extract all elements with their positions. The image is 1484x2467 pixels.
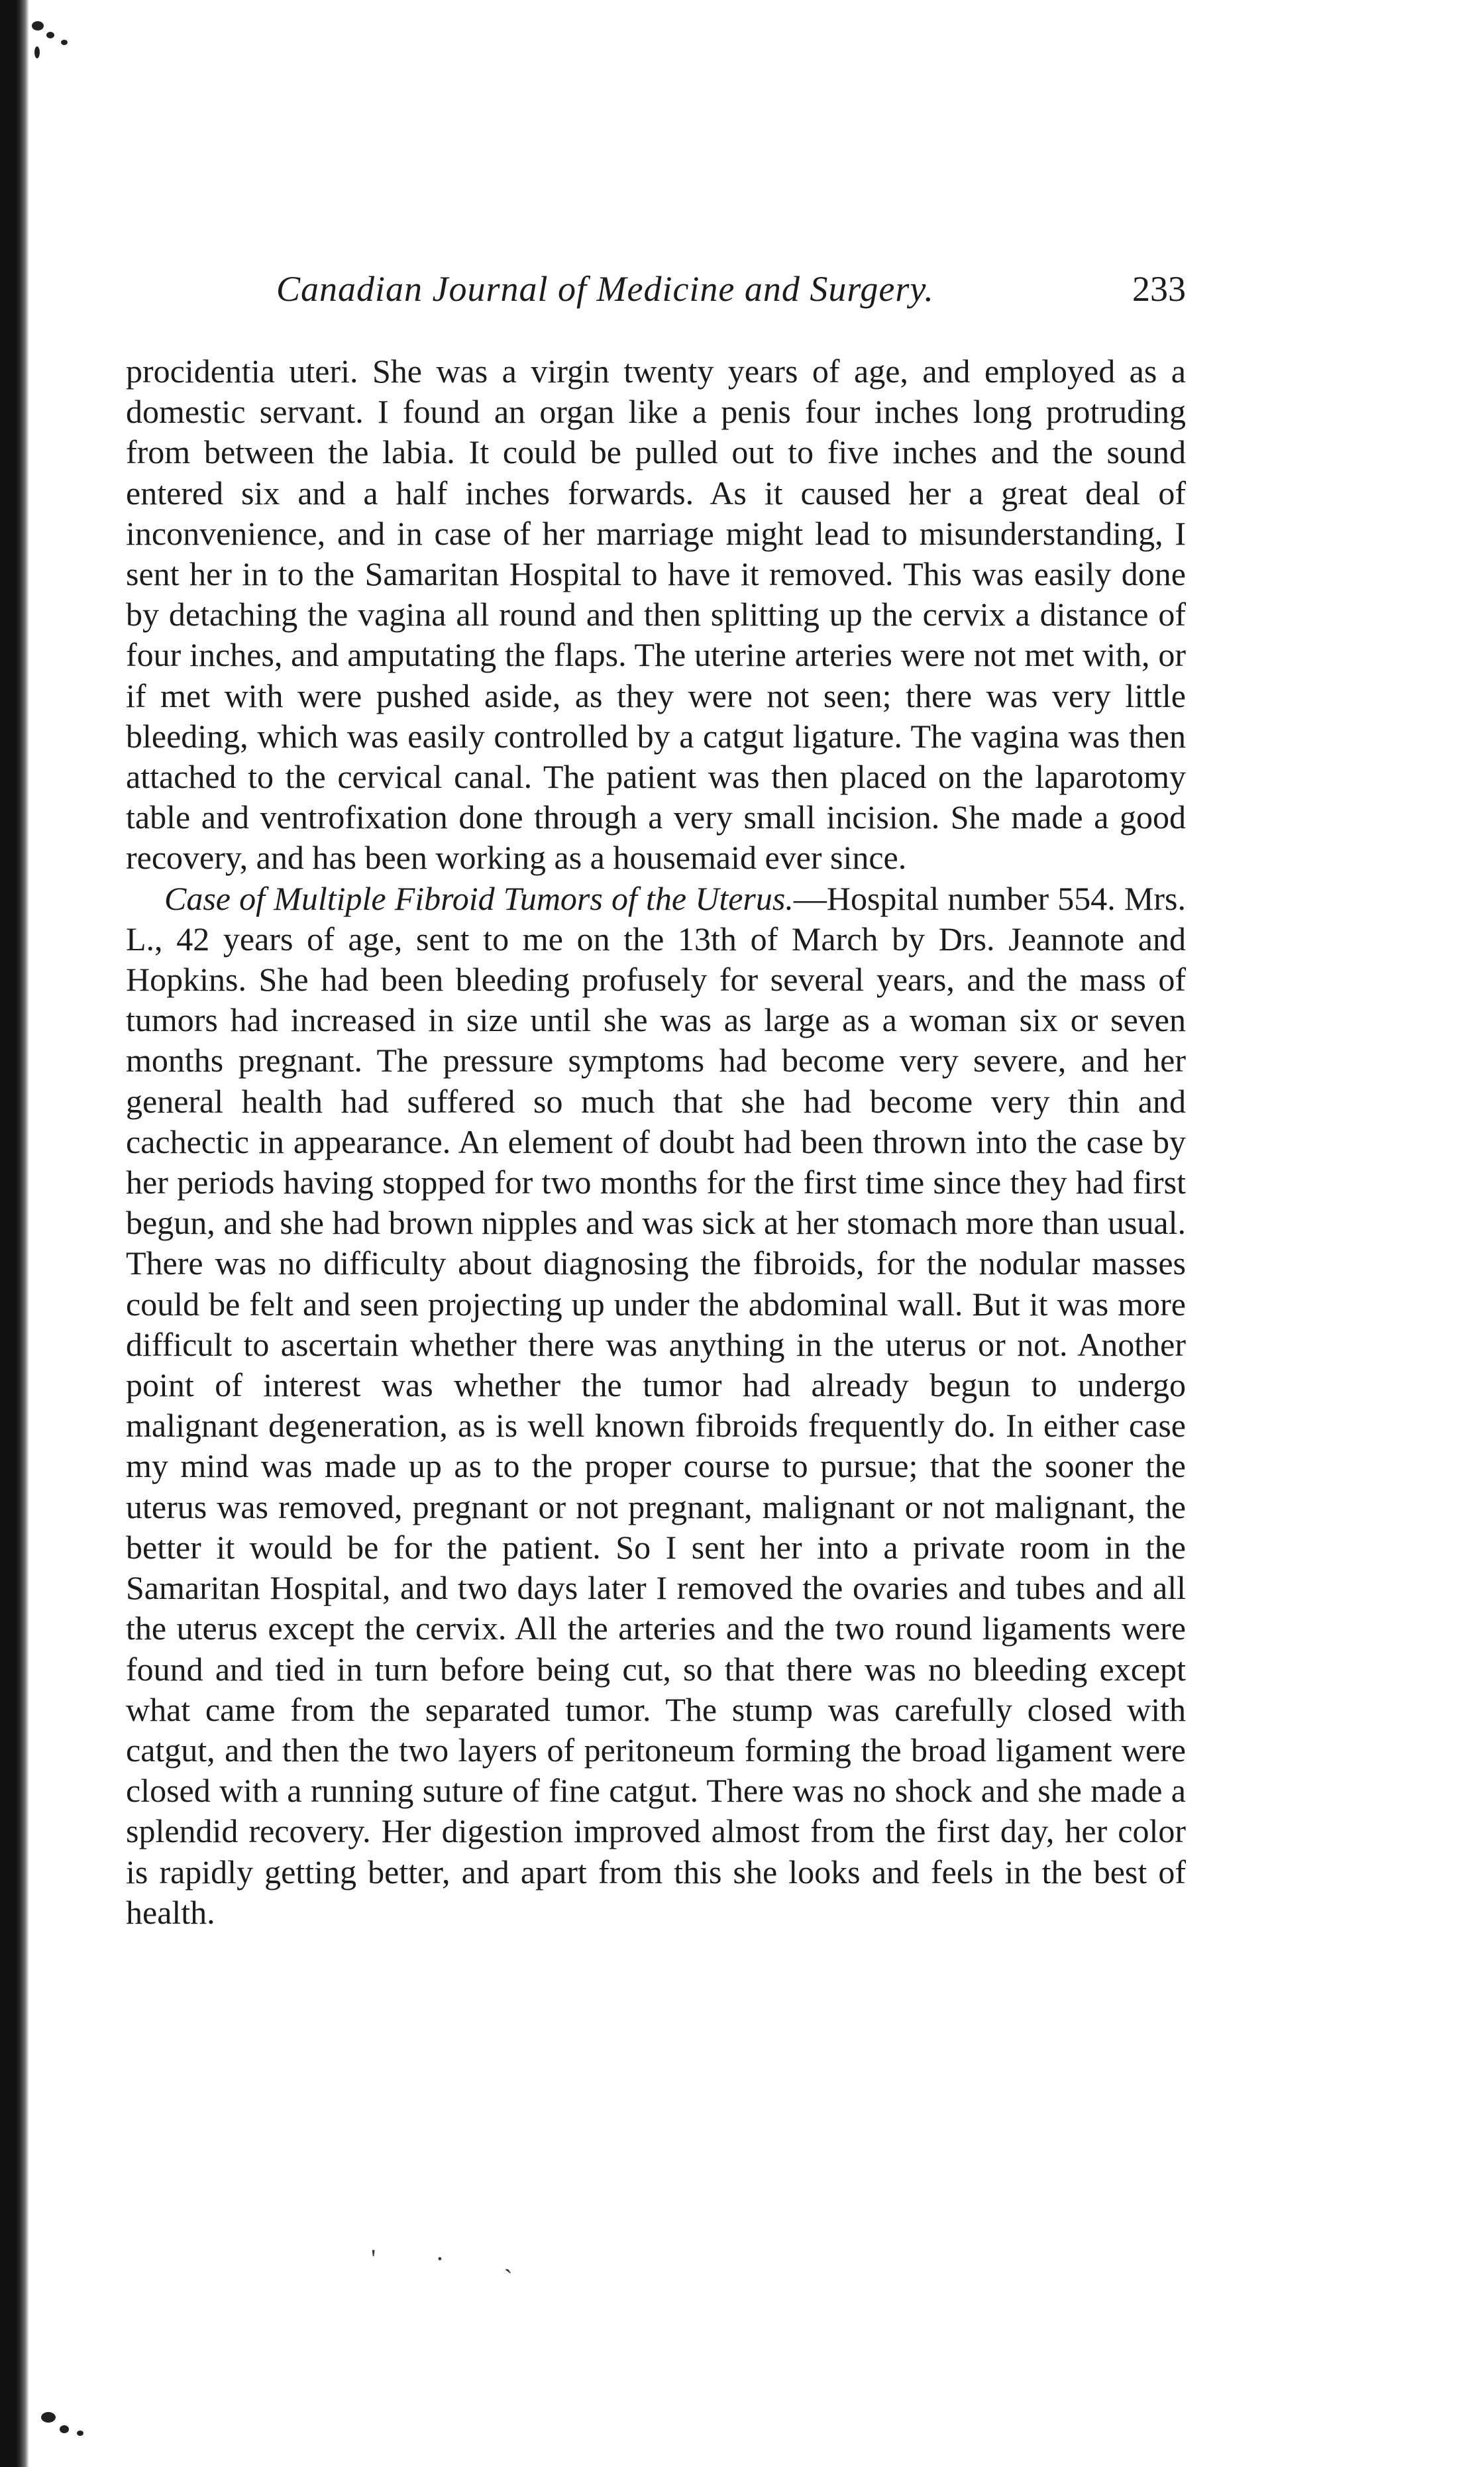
case-heading: Case of Multiple Fibroid Tumors of the Uterus.	[164, 879, 794, 917]
binding-speck	[60, 2425, 69, 2433]
page-header	[129, 268, 1186, 321]
binding-speck	[46, 32, 54, 38]
article-body	[126, 351, 1186, 1933]
binding-speck	[32, 21, 44, 30]
page-number: 233	[1132, 269, 1186, 309]
paragraph-text: procidentia uteri. She was a virgin twenty years of age, and employed as a domestic servant. I found an organ like a penis four inches long protruding from between the labia. It could be pulled out to five inches and the sound entered six and a half inches forwards. As it caused her a great deal of inconvenience, and in case of her marriage might lead to misunderstanding, I sent her in to the Samaritan Hospital to have it removed. This was easily done by detaching the vagina all round and then splitting up the cervix a distance of four inches, and amputating the flaps. The uterine arteries were not met with, or if met with were pushed aside, as they were not seen; there was very little bleeding, which was easily controlled by a catgut ligature. The vagina was then attached to the cervical canal. The patient was then placed on the laparotomy table and ventrofixation done through a very small incision. She made a good recovery, and has been working as a housemaid ever since.	[126, 353, 1186, 877]
binding-speck	[34, 46, 40, 58]
binding-speck	[61, 40, 68, 45]
paragraph-fibroid-case	[126, 879, 1186, 1933]
running-title: Canadian Journal of Medicine and Surgery.	[276, 269, 934, 309]
binding-speck	[77, 2431, 83, 2436]
paragraph-procidentia	[126, 351, 1186, 879]
page-binding-edge	[0, 0, 29, 2467]
binding-speck	[41, 2412, 56, 2423]
paragraph-text: —Hospital number 554. Mrs. L., 42 years of age, sent to me on the 13th of March by Drs. Jeannote and Hopkins. She had been bleeding profusely for several years, and the mass of tumors had increased in size until she was as large as a woman six or seven months pregnant. The pressure symptoms had become very severe, and her general health had suffered so much that she had become very thin and cachectic in appearance. An element of doubt had been thrown into the case by her periods having stopped for two months for the first time since they had first begun, and she had brown nipples and was sick at her stomach more than usual. There was no difficulty about diagnosing the fibroids, for the nodular masses could be felt and seen projecting up under the abdominal wall. But it was more difficult to ascertain whether there was anything in the uterus or not. Another point of interest was whether the tumor had already begun to undergo malignant degeneration, as is well known fibroids frequently do. In either case my mind was made up as to the proper course to pursue; that the sooner the uterus was removed, pregnant or not pregnant, malignant or not malignant, the better it would be for the patient. So I sent her into a private room in the Samaritan Hospital, and two days later I removed the ovaries and tubes and all the uterus except the cervix. All the arteries and the two round ligaments were found and tied in turn before being cut, so that there was no bleeding except what came from the separated tumor. The stump was carefully closed with catgut, and then the two layers of peritoneum forming the broad ligament were closed with a running suture of fine catgut. There was no shock and she made a splendid recovery. Her digestion improved almost from the first day, her color is rapidly getting better, and apart from this she looks and feels in the best of health.	[126, 879, 1187, 1931]
stray-ink-marks: ' · ˎ	[371, 2244, 539, 2274]
